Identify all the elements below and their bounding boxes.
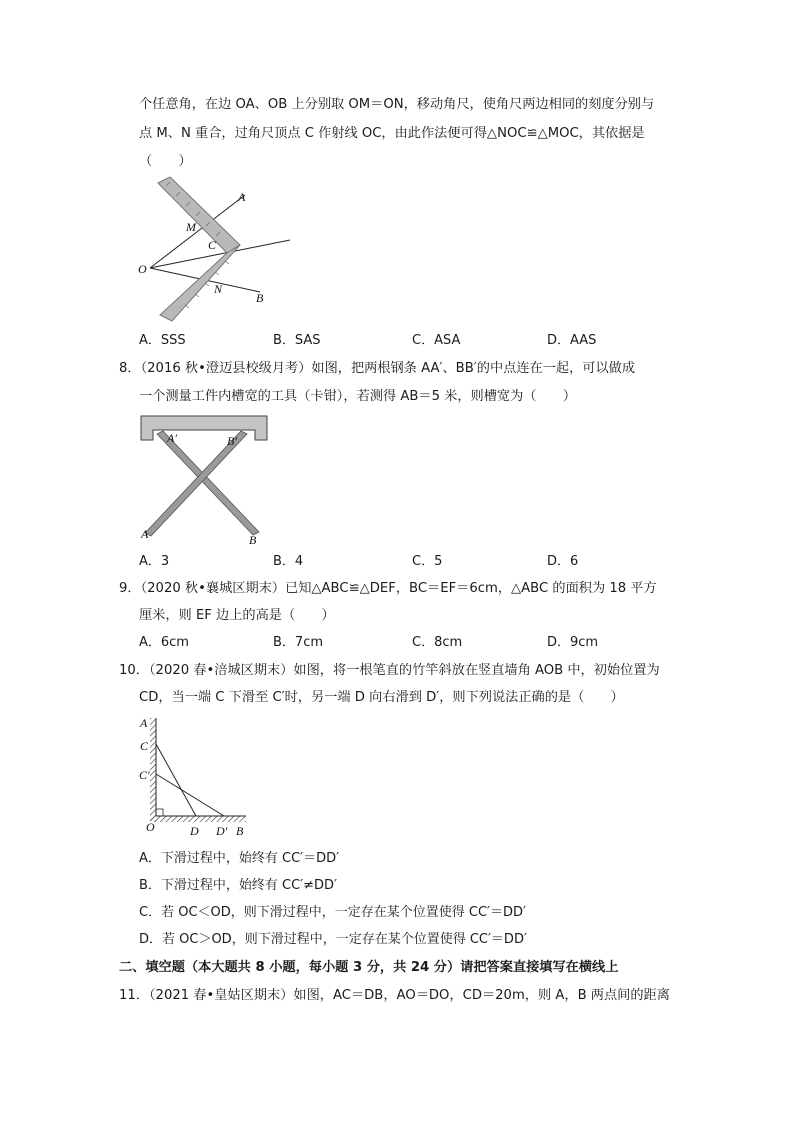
q9-line-2: 厘米，则 EF 边上的高是（ ）: [139, 608, 335, 623]
q8-option-d: D．6: [547, 554, 579, 569]
q7-angle-ruler-figure: [130, 175, 300, 325]
q7-label-m: M: [186, 220, 196, 234]
q9-option-c: C．8cm: [412, 635, 463, 650]
q10-option-a: A．下滑过程中，始终有 CC′＝DD′: [139, 851, 340, 866]
q8-label-a-prime: A′: [167, 431, 177, 445]
q7-line-1: 个任意角，在边 OA、OB 上分别取 OM＝ON，移动角尺，使角尺两边相同的刻度分别与: [139, 97, 655, 112]
q10-label-a: A: [140, 716, 148, 730]
q7-line-2: 点 M、N 重合，过角尺顶点 C 作射线 OC，由此作法便可得△NOC≌△MOC，其依据是: [139, 126, 645, 141]
q10-label-b: B: [236, 824, 244, 838]
q7-label-n: N: [214, 282, 223, 296]
q7-label-a: A: [238, 190, 246, 204]
q9-line-1: 9．（2020 秋•襄城区期末）已知△ABC≌△DEF，BC＝EF＝6cm，△ABC 的面积为 18 平方: [119, 581, 657, 596]
q10-label-c-prime: C′: [139, 768, 150, 782]
q9-option-a: A．6cm: [139, 635, 189, 650]
q8-line-2: 一个测量工件内槽宽的工具（卡钳），若测得 AB＝5 米，则槽宽为（ ）: [139, 389, 577, 404]
q7-label-b: B: [256, 291, 264, 305]
q8-label-b: B: [249, 533, 257, 547]
q8-caliper-figure: [135, 410, 275, 550]
q9-option-b: B．7cm: [273, 635, 324, 650]
q7-option-b: B．SAS: [273, 333, 321, 348]
q7-option-a: A．SSS: [139, 333, 186, 348]
q10-label-d: D: [190, 824, 199, 838]
q8-option-a: A．3: [139, 554, 170, 569]
q8-option-c: C．5: [412, 554, 443, 569]
q8-option-b: B．4: [273, 554, 304, 569]
q7-label-c: C: [208, 238, 217, 252]
q7-option-c: C．ASA: [412, 333, 461, 348]
q10-option-d: D．若 OC＞OD，则下滑过程中，一定存在某个位置使得 CC′＝DD′: [139, 932, 527, 947]
q10-line-1: 10．（2020 春•涪城区期末）如图，将一根笔直的竹竿斜放在竖直墙角 AOB 中，初始位置为: [119, 663, 660, 678]
section-2-heading: 二、填空题（本大题共 8 小题，每小题 3 分，共 24 分）请把答案直接填写在横线上: [119, 960, 619, 975]
q8-line-1: 8．（2016 秋•澄迈县校级月考）如图，把两根钢条 AA′、BB′的中点连在一起，可以做成: [119, 361, 636, 376]
q10-label-o: O: [146, 820, 155, 834]
q7-option-d: D．AAS: [547, 333, 597, 348]
q10-option-b: B．下滑过程中，始终有 CC′≠DD′: [139, 878, 338, 893]
q9-option-d: D．9cm: [547, 635, 599, 650]
q10-option-c: C．若 OC＜OD，则下滑过程中，一定存在某个位置使得 CC′＝DD′: [139, 905, 526, 920]
q8-label-a: A: [141, 527, 149, 541]
q10-label-c: C: [140, 739, 149, 753]
q7-label-o: O: [138, 262, 147, 276]
q7-line-3: （ ）: [139, 154, 192, 169]
q11-line-1: 11．（2021 春•皇姑区期末）如图，AC＝DB，AO＝DO，CD＝20m，则 A，B 两点间的距离: [119, 988, 670, 1003]
q8-label-b-prime: B′: [227, 434, 237, 448]
q10-line-2: CD，当一端 C 下滑至 C′时，另一端 D 向右滑到 D′，则下列说法正确的是（ ）: [139, 690, 624, 705]
q10-wall-corner-figure: [136, 710, 266, 840]
q10-label-d-prime: D′: [216, 824, 228, 838]
